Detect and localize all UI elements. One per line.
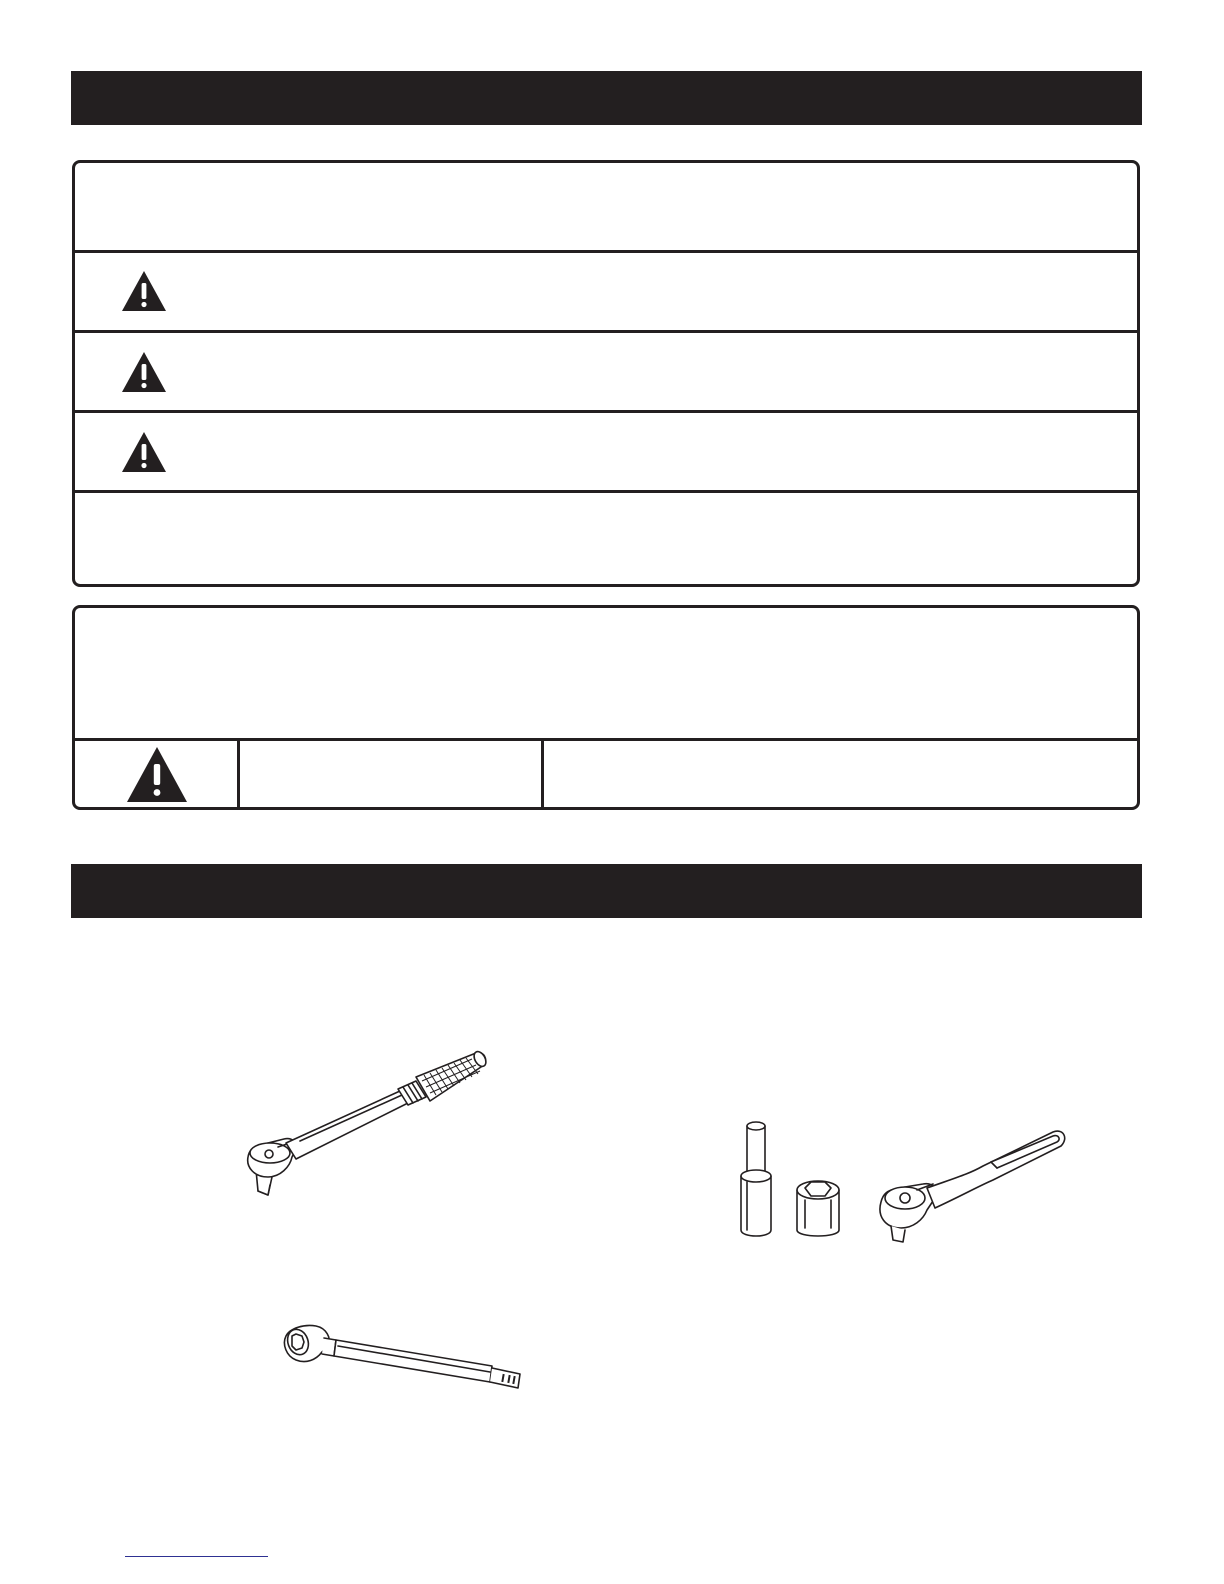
warning-triangle-icon: [121, 431, 167, 473]
footer-link-underline[interactable]: [125, 1556, 268, 1557]
section-header-bar-top: [71, 71, 1142, 125]
section-header-bar-bottom: [71, 864, 1142, 918]
warning-triangle-icon: [126, 746, 188, 803]
safety-row-warning: [75, 333, 1137, 413]
symbols-panel-intro-row: [75, 608, 1137, 741]
torque-wrench-illustration: [240, 1045, 490, 1200]
safety-symbols-panel: [72, 160, 1140, 587]
extension-bar-illustration: [280, 1322, 528, 1394]
safety-panel-intro-row: [75, 163, 1137, 253]
safety-row-danger: [75, 253, 1137, 333]
warning-triangle-icon: [121, 270, 167, 312]
symbol-meaning-cell: [541, 741, 1137, 807]
symbol-name-cell: [237, 741, 541, 807]
warning-triangle-icon: [121, 351, 167, 393]
safety-row-note: [75, 493, 1137, 584]
symbols-table-row: [75, 741, 1137, 807]
symbol-cell: [75, 741, 237, 807]
safety-row-caution: [75, 413, 1137, 493]
adapter-socket-ratchet-illustration: [735, 1118, 1070, 1248]
symbols-meaning-panel: [72, 605, 1140, 810]
